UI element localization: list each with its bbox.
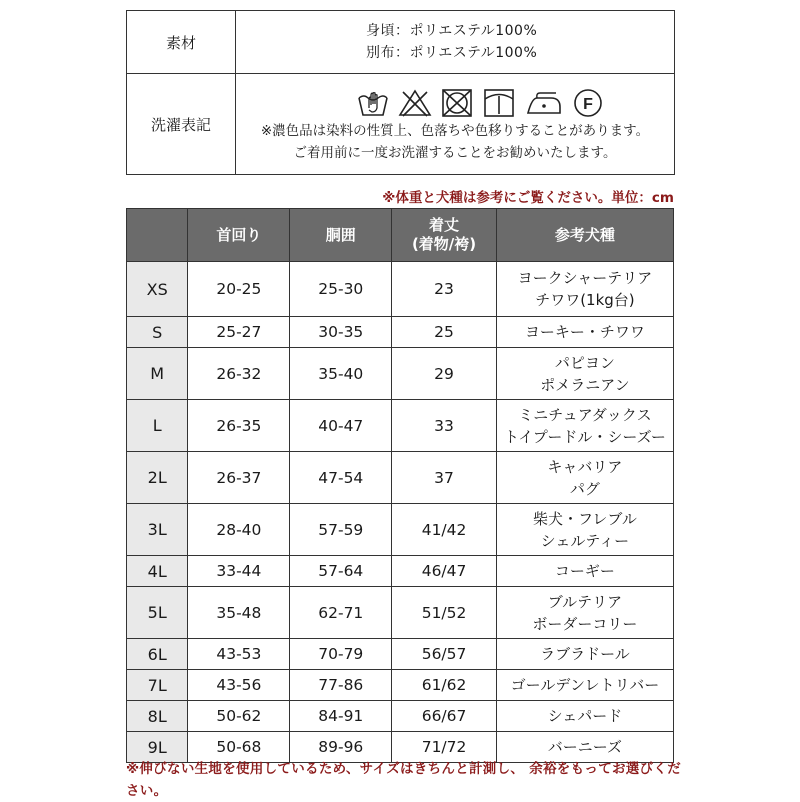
size-cell: XS [127,262,188,317]
care-note-line-1: ※濃色品は染料の性質上、色落ちや色移りすることがあります。 [260,123,650,139]
breed-cell [496,701,673,732]
header-waist: 胴囲 [290,209,392,262]
care-label: 洗濯表記 [127,74,236,175]
breed-line: ポメラニアン [540,375,630,394]
waist-cell: 25-30 [290,262,392,317]
line-dry-icon [482,88,516,118]
header-size [127,209,188,262]
breed-line: ヨーキー・チワワ [524,323,645,341]
size-cell: 6L [127,639,188,670]
care-note-line-2: ご着用前に一度お洗濯することをお勧めいたします。 [293,145,617,161]
waist-cell: 77-86 [290,670,392,701]
breed-cell [496,587,673,639]
table-row [127,504,674,556]
waist-cell: 70-79 [290,639,392,670]
breed-line: トイプードル・シーズー [503,427,666,446]
breed-cell [496,400,673,452]
breed-cell [496,556,673,587]
breed-line: パピヨン [554,353,615,372]
header-breed: 参考犬種 [496,209,673,262]
sizing-caution-note: ※伸びない生地を使用しているため、サイズはきちんと計測し、 余裕をもってお選びください。 [126,761,682,799]
care-note [236,120,674,164]
size-table-header [127,209,674,262]
header-length [392,209,497,262]
length-cell: 66/67 [392,701,497,732]
neck-cell: 26-37 [188,452,290,504]
breed-line: ヨークシャーテリア [517,269,653,287]
breed-cell [496,452,673,504]
breed-line: パグ [569,479,600,498]
no-bleach-icon [398,88,432,118]
material-care-table [126,10,675,175]
neck-cell: 33-44 [188,556,290,587]
breed-line: シェパード [547,707,623,725]
length-cell: 29 [392,348,497,400]
length-cell: 51/52 [392,587,497,639]
table-row [127,556,674,587]
length-cell: 25 [392,317,497,348]
neck-cell: 20-25 [188,262,290,317]
no-tumble-dry-icon [440,88,474,118]
breed-line: チワワ(1kg台) [535,291,635,309]
neck-cell: 43-56 [188,670,290,701]
iron-low-icon [524,88,564,118]
breed-line: キャバリア [547,457,623,476]
length-cell: 33 [392,400,497,452]
length-cell: 41/42 [392,504,497,556]
breed-cell [496,639,673,670]
care-icons-row [286,88,674,118]
breed-line: ラブラドール [540,645,630,663]
neck-cell: 28-40 [188,504,290,556]
table-row [127,262,674,317]
table-row [127,701,674,732]
header-length-line-2: (着物/袴) [411,235,477,253]
breed-line: ボーダーコリー [532,614,638,633]
waist-cell: 62-71 [290,587,392,639]
size-cell: L [127,400,188,452]
neck-cell: 50-68 [188,732,290,763]
svg-text:F: F [583,96,593,113]
size-table [126,208,674,763]
neck-cell: 25-27 [188,317,290,348]
length-cell: 61/62 [392,670,497,701]
waist-cell: 40-47 [290,400,392,452]
breed-cell [496,670,673,701]
breed-line: シェルティー [540,531,630,550]
material-line-accent: 別布：ポリエステル100% [366,45,538,61]
table-row [127,400,674,452]
breed-cell [496,504,673,556]
neck-cell: 35-48 [188,587,290,639]
breed-line: バーニーズ [547,738,623,756]
size-cell: 3L [127,504,188,556]
breed-cell [496,348,673,400]
size-cell: 9L [127,732,188,763]
neck-cell: 26-35 [188,400,290,452]
waist-cell: 30-35 [290,317,392,348]
waist-cell: 84-91 [290,701,392,732]
material-line-body: 身頃：ポリエステル100% [366,23,538,39]
length-cell: 71/72 [392,732,497,763]
size-cell: 2L [127,452,188,504]
length-cell: 37 [392,452,497,504]
hand-wash-30-icon [356,88,390,118]
breed-cell [496,317,673,348]
size-cell: S [127,317,188,348]
waist-cell: 57-59 [290,504,392,556]
size-cell: 5L [127,587,188,639]
waist-cell: 47-54 [290,452,392,504]
material-values [236,11,675,74]
table-row [127,317,674,348]
header-length-line-1: 着丈 [429,216,460,234]
neck-cell: 50-62 [188,701,290,732]
breed-cell [496,262,673,317]
length-cell: 56/57 [392,639,497,670]
breed-line: ゴールデンレトリバー [510,676,660,694]
length-cell: 23 [392,262,497,317]
waist-cell: 35-40 [290,348,392,400]
material-label: 素材 [127,11,236,74]
breed-line: ブルテリア [547,592,623,611]
table-row [127,670,674,701]
waist-cell: 89-96 [290,732,392,763]
table-row [127,348,674,400]
size-cell: 4L [127,556,188,587]
reference-note: ※体重と犬種は参考にご覧ください。単位：cm [382,190,674,206]
header-neck: 首回り [188,209,290,262]
breed-line: ミニチュアダックス [518,405,652,424]
table-row [127,639,674,670]
dry-clean-f-icon [572,88,604,118]
breed-line: 柴犬・フレブル [533,509,637,528]
size-cell: 7L [127,670,188,701]
size-cell: 8L [127,701,188,732]
care-info [236,74,675,175]
neck-cell: 26-32 [188,348,290,400]
waist-cell: 57-64 [290,556,392,587]
neck-cell: 43-53 [188,639,290,670]
table-row [127,452,674,504]
size-cell: M [127,348,188,400]
breed-line: コーギー [554,562,615,580]
length-cell: 46/47 [392,556,497,587]
table-row [127,587,674,639]
